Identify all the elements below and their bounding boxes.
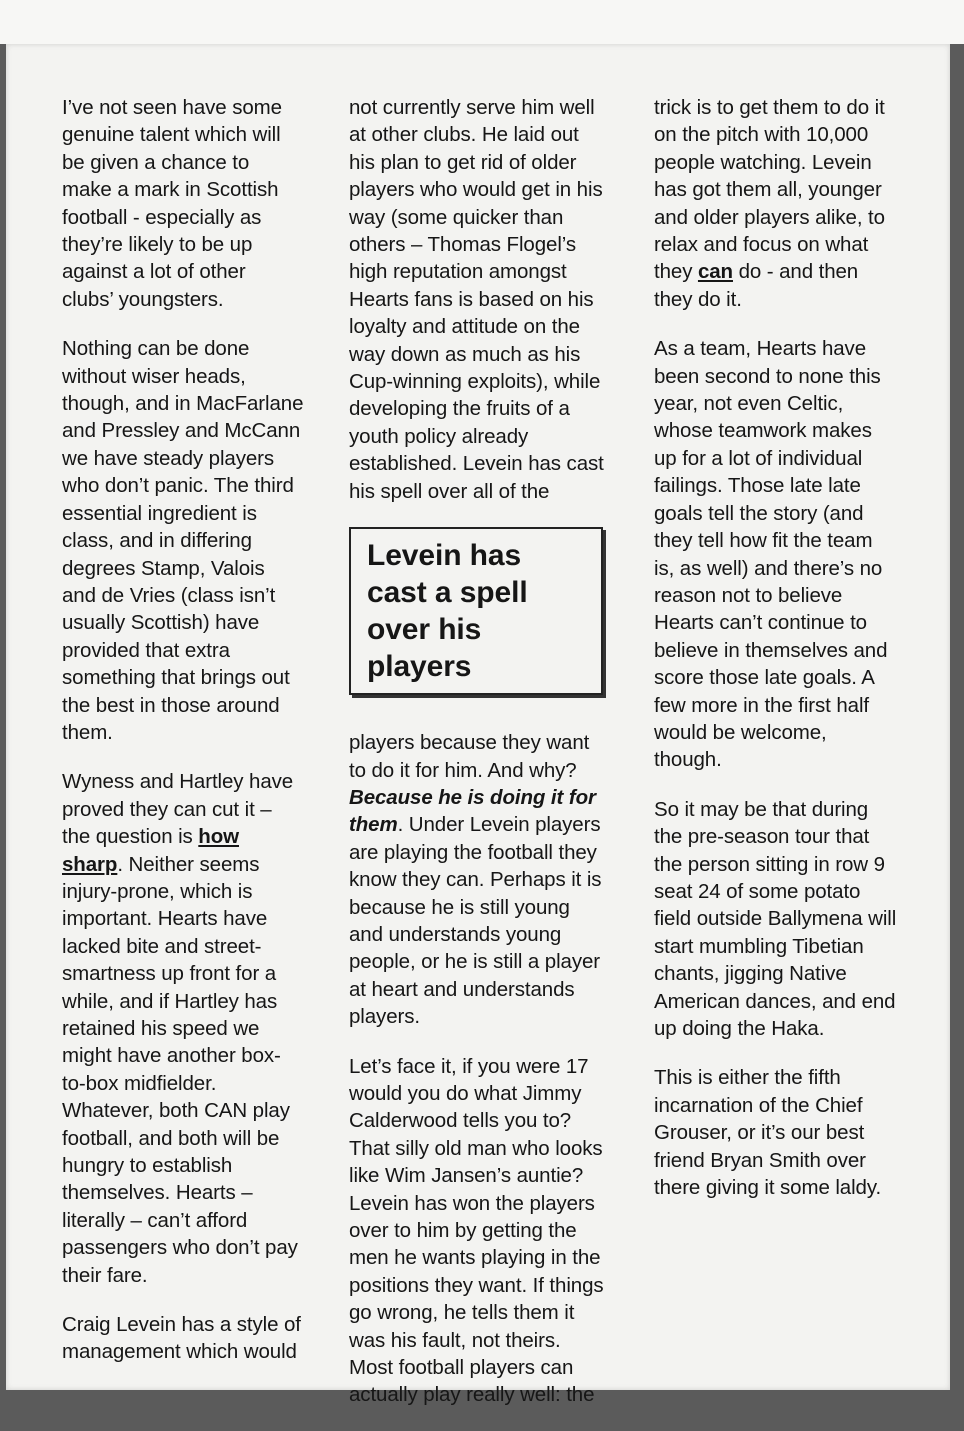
paragraph: Craig Levein has a style of management which would bbox=[62, 1313, 301, 1364]
magazine-page bbox=[6, 44, 950, 1407]
paragraph bbox=[349, 729, 645, 1030]
column-3 bbox=[654, 94, 944, 1223]
column-1 bbox=[62, 94, 347, 1388]
page-top-margin bbox=[0, 0, 964, 44]
underlined-text: how sharp bbox=[62, 825, 239, 876]
column-2 bbox=[349, 94, 645, 1431]
paragraph: not currently serve him well at other clubs. He laid out his plan to get rid of older players who would get in his way (some quicker than others – Thomas Flogel’s high reputation amongst Hearts fans is based on his loyalty and attitude on the way down as much as his Cup-winning exploits), while developing the fruits of a youth policy already established. Levein has cast his spell over all of the bbox=[349, 96, 604, 503]
paragraph bbox=[62, 768, 347, 1289]
paragraph: This is either the fifth incarnation of the Chief Grouser, or it’s our best friend Bryan Smith over there giving it some laldy. bbox=[654, 1066, 882, 1200]
text-run: do - and then they do it. bbox=[654, 260, 859, 311]
emphasis-text: Because he is doing it for them bbox=[349, 785, 596, 837]
paragraph: Nothing can be done without wiser heads, though, and in MacFarlane and Pressley and McCann we have steady players who don’t panic. The third essential ingredient is class, and in differing degrees Stamp, Valois and de Vries (class isn’t usually Scottish) have provided that extra something that brings out the best in those around them. bbox=[62, 337, 304, 744]
paragraph: I’ve not seen have some genuine talent which will be given a chance to make a mark in Scottish football - especially as they’re likely to be up against a lot of other clubs’ youngsters. bbox=[62, 96, 282, 311]
text-run: trick is to get them to do it on the pitch with 10,000 people watching. Levein has got them all, younger and older players alike, to relax and focus on what they bbox=[654, 96, 885, 284]
paragraph: Let’s face it, if you were 17 would you do what Jimmy Calderwood tells you to? That silly old man who looks like Wim Jansen’s auntie? Levein has won the players over to him by getting the men he wants playing in the positions they want. If things go wrong, he tells them it was his fault, not theirs. Most football players can actually play really well: the bbox=[349, 1054, 604, 1407]
text-run: players because they want to do it for him. And why? bbox=[349, 731, 590, 782]
text-run: Wyness and Hartley have proved they can cut it – the question is bbox=[62, 770, 294, 849]
paragraph: So it may be that during the pre-season tour that the person sitting in row 9 seat 24 of some potato field outside Ballymena will start mumbling Tibetian chants, jigging Native American dances, and end up doing the Haka. bbox=[654, 797, 897, 1040]
text-run: . Neither seems injury-prone, which is important. Hearts have lacked bite and street- smartness up front for a while, and if Hartley has retained his speed we might have another box- to-box midfielder. Whatever, both CAN play football, and both will be hungry to establish themselves. Hearts – literally – can’t afford passengers who don’t pay their fare. bbox=[62, 852, 298, 1287]
paragraph bbox=[654, 94, 944, 313]
underlined-text: can bbox=[697, 260, 733, 284]
paragraph: As a team, Hearts have been second to none this year, not even Celtic, whose teamwork makes up for a lot of individual failings. Those late late goals tell the story (and they tell how fit the team is, as well) and there’s no reason not to believe Hearts can’t continue to believe in themselves and score those late goals. A few more in the first half would be welcome, though. bbox=[654, 337, 888, 772]
pull-quote: Levein has cast a spell over his players bbox=[349, 527, 603, 695]
text-run: . Under Levein players are playing the football they know they can. Perhaps it is because he is still young and understands young people, or he is still a player at heart and understands players. bbox=[349, 813, 602, 1029]
